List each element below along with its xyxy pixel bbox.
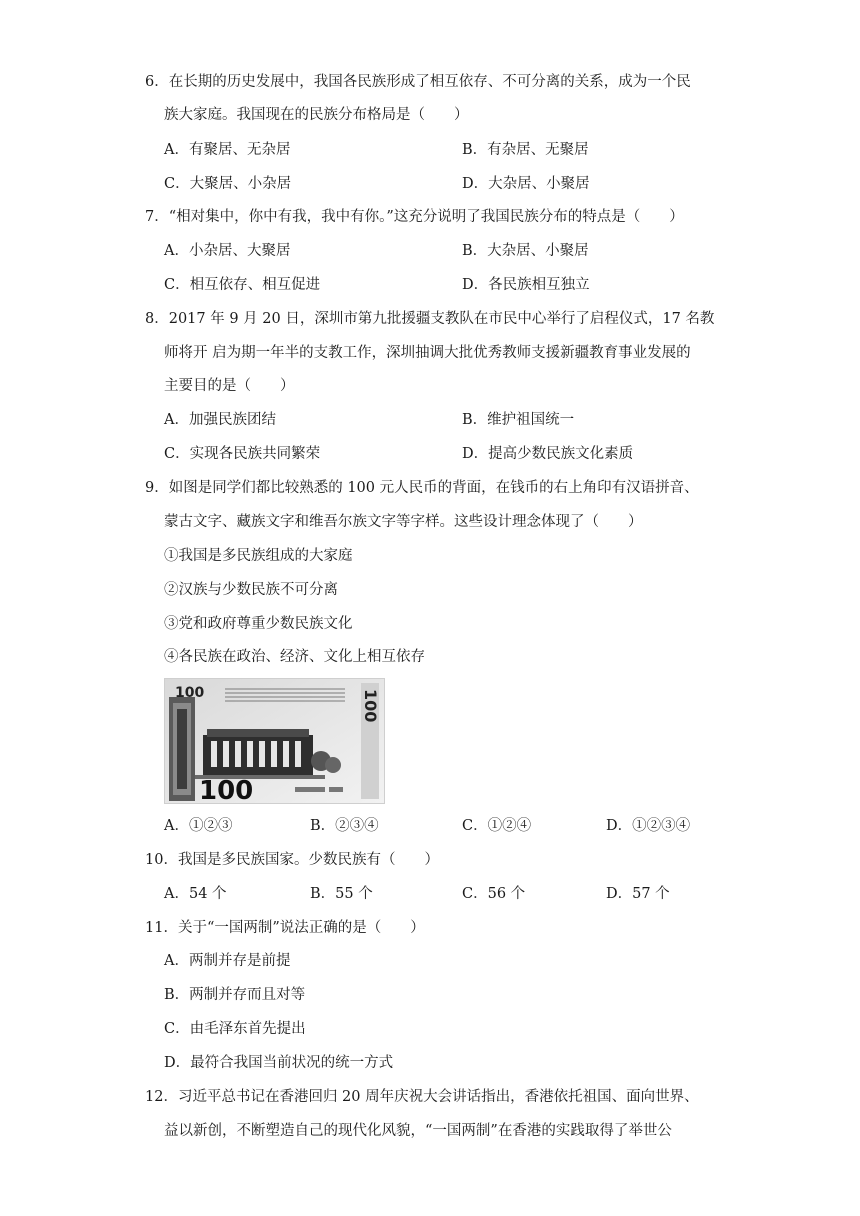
q9-statement-4: ④各民族在政治、经济、文化上相互依存: [164, 649, 425, 665]
q6-option-b: B．有杂居、无聚居: [462, 142, 589, 158]
q6-option-c: C．大聚居、小杂居: [164, 176, 292, 192]
q6-stem: 6．在长期的历史发展中，我国各民族形成了相互依存、不可分离的关系，成为一个民: [145, 74, 691, 90]
q11-option-c: C．由毛泽东首先提出: [164, 1021, 306, 1037]
banknote-numeral-vertical: 100: [361, 689, 380, 723]
q10-option-d: D．57 个: [606, 886, 670, 902]
q12-stem-cont: 益以新创，不断塑造自己的现代化风貌，“一国两制”在香港的实践取得了举世公: [164, 1123, 672, 1139]
q10-option-b: B．55 个: [310, 886, 373, 902]
q9-stem: 9．如图是同学们都比较熟悉的 100 元人民币的背面，在钱币的右上角印有汉语拼音、: [145, 480, 699, 496]
q11-option-d: D．最符合我国当前状况的统一方式: [164, 1055, 394, 1071]
q8-stem-cont-2: 主要目的是（ ）: [164, 378, 295, 394]
q10-stem: 10．我国是多民族国家。少数民族有（ ）: [145, 852, 439, 868]
q9-statement-3: ③党和政府尊重少数民族文化: [164, 616, 353, 632]
q9-option-d: D．①②③④: [606, 818, 691, 834]
q8-option-b: B．维护祖国统一: [462, 412, 575, 428]
q8-option-d: D．提高少数民族文化素质: [462, 446, 634, 462]
banknote-numeral-bottom: 100: [199, 776, 254, 803]
q9-statement-2: ②汉族与少数民族不可分离: [164, 582, 338, 598]
q7-option-d: D．各民族相互独立: [462, 277, 590, 293]
banknote-numeral-top: 100: [175, 685, 205, 701]
q8-option-c: C．实现各民族共同繁荣: [164, 446, 321, 462]
q7-option-a: A．小杂居、大聚居: [164, 243, 291, 259]
q8-stem-cont-1: 师将开 启为期一年半的支教工作，深圳抽调大批优秀教师支援新疆教育事业发展的: [164, 345, 691, 361]
q10-option-a: A．54 个: [164, 886, 227, 902]
q7-option-b: B．大杂居、小聚居: [462, 243, 589, 259]
q9-option-c: C．①②④: [462, 818, 532, 834]
q7-option-c: C．相互依存、相互促进: [164, 277, 321, 293]
q10-option-c: C．56 个: [462, 886, 526, 902]
q9-stem-cont: 蒙古文字、藏族文字和维吾尔族文字等字样。这些设计理念体现了（ ）: [164, 514, 643, 530]
q9-statement-1: ①我国是多民族组成的大家庭: [164, 548, 353, 564]
q7-stem: 7．“相对集中，你中有我，我中有你。”这充分说明了我国民族分布的特点是（ ）: [145, 209, 684, 225]
q9-option-b: B．②③④: [310, 818, 379, 834]
q8-stem: 8．2017 年 9 月 20 日，深圳市第九批援疆支教队在市民中心举行了启程仪式，17 名教: [145, 311, 715, 327]
q11-option-b: B．两制并存而且对等: [164, 987, 306, 1003]
q6-option-a: A．有聚居、无杂居: [164, 142, 291, 158]
q8-option-a: A．加强民族团结: [164, 412, 276, 428]
q11-option-a: A．两制并存是前提: [164, 953, 291, 969]
q11-stem: 11．关于“一国两制”说法正确的是（ ）: [145, 920, 425, 936]
banknote-image: [164, 678, 385, 804]
q9-option-a: A．①②③: [164, 818, 233, 834]
q6-stem-cont: 族大家庭。我国现在的民族分布格局是（ ）: [164, 107, 469, 123]
q12-stem: 12．习近平总书记在香港回归 20 周年庆祝大会讲话指出，香港依托祖国、面向世界、: [145, 1089, 699, 1105]
q6-option-d: D．大杂居、小聚居: [462, 176, 590, 192]
